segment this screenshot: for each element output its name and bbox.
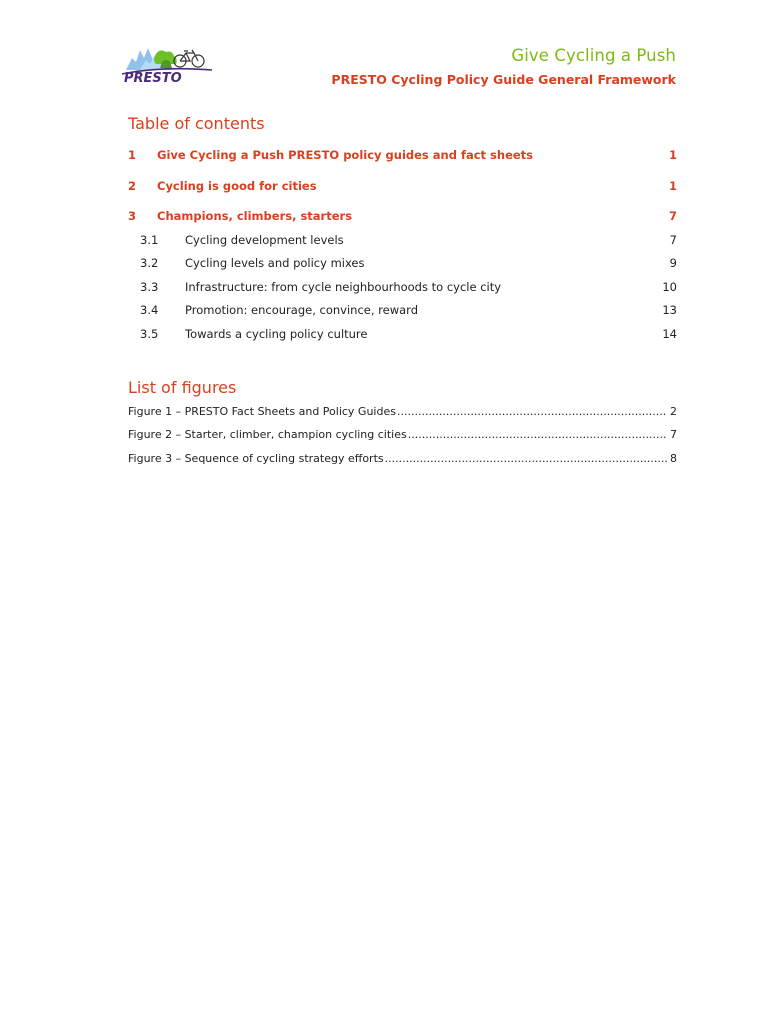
- toc-entry-number: 2: [128, 179, 137, 193]
- toc-entry-page: 7: [669, 233, 677, 247]
- dot-leader: [397, 403, 667, 421]
- figure-entry-2[interactable]: [128, 426, 677, 444]
- toc-entry-page: 9: [669, 256, 677, 270]
- dot-leader: [408, 426, 667, 444]
- toc-entry-3-4[interactable]: [128, 301, 677, 319]
- header-subtitle: PRESTO Cycling Policy Guide General Framework: [331, 72, 676, 87]
- figure-entry-title: Figure 3 – Sequence of cycling strategy efforts: [128, 452, 384, 465]
- figure-entry-3[interactable]: [128, 450, 677, 468]
- header-title: Give Cycling a Push: [511, 46, 676, 65]
- toc-entry-page: 13: [662, 303, 677, 317]
- figure-entry-1[interactable]: [128, 403, 677, 421]
- toc-entry-title: Give Cycling a Push PRESTO policy guides and fact sheets: [157, 148, 534, 162]
- dot-leader: [385, 450, 667, 468]
- toc-entry-title: Cycling levels and policy mixes: [185, 256, 365, 270]
- toc-heading: Table of contents: [128, 114, 265, 133]
- toc-entry-3-5[interactable]: [128, 325, 677, 343]
- toc-entry-number: 3.1: [140, 233, 159, 247]
- figure-entry-page: 7: [670, 428, 677, 441]
- toc-entry-title: Towards a cycling policy culture: [185, 327, 368, 341]
- toc-entry-title: Promotion: encourage, convince, reward: [185, 303, 418, 317]
- toc-entry-title: Cycling is good for cities: [157, 179, 317, 193]
- figures-heading: List of figures: [128, 378, 237, 397]
- figure-entry-page: 2: [670, 405, 677, 418]
- toc-entry-page: 1: [668, 179, 677, 193]
- toc-entry-page: 10: [662, 280, 677, 294]
- toc-entry-number: 3.2: [140, 256, 159, 270]
- toc-entry-3-2[interactable]: [128, 254, 677, 272]
- toc-entry-title: Cycling development levels: [185, 233, 344, 247]
- toc-entry-number: 3: [128, 209, 137, 223]
- figure-entry-title: Figure 1 – PRESTO Fact Sheets and Policy Guides: [128, 405, 396, 418]
- figure-entry-title: Figure 2 – Starter, climber, champion cycling cities: [128, 428, 407, 441]
- toc-entry-number: 3.3: [140, 280, 159, 294]
- toc-entry-title: Champions, climbers, starters: [157, 209, 353, 223]
- toc-entry-number: 3.5: [140, 327, 159, 341]
- toc-entry-page: 1: [668, 148, 677, 162]
- toc-entry-3[interactable]: [128, 207, 677, 225]
- toc-entry-3-1[interactable]: [128, 231, 677, 249]
- figure-entry-page: 8: [670, 452, 677, 465]
- toc-entry-3-3[interactable]: [128, 278, 677, 296]
- presto-logo: [120, 40, 216, 84]
- toc-entry-page: 14: [662, 327, 677, 341]
- toc-entry-page: 7: [668, 209, 677, 223]
- toc-entry-number: 3.4: [140, 303, 159, 317]
- logo-wordmark: PRESTO: [124, 71, 182, 84]
- toc-entry-1[interactable]: [128, 146, 677, 164]
- toc-entry-title: Infrastructure: from cycle neighbourhoods to cycle city: [185, 280, 502, 294]
- toc-entry-2[interactable]: [128, 177, 677, 195]
- toc-entry-number: 1: [128, 148, 137, 162]
